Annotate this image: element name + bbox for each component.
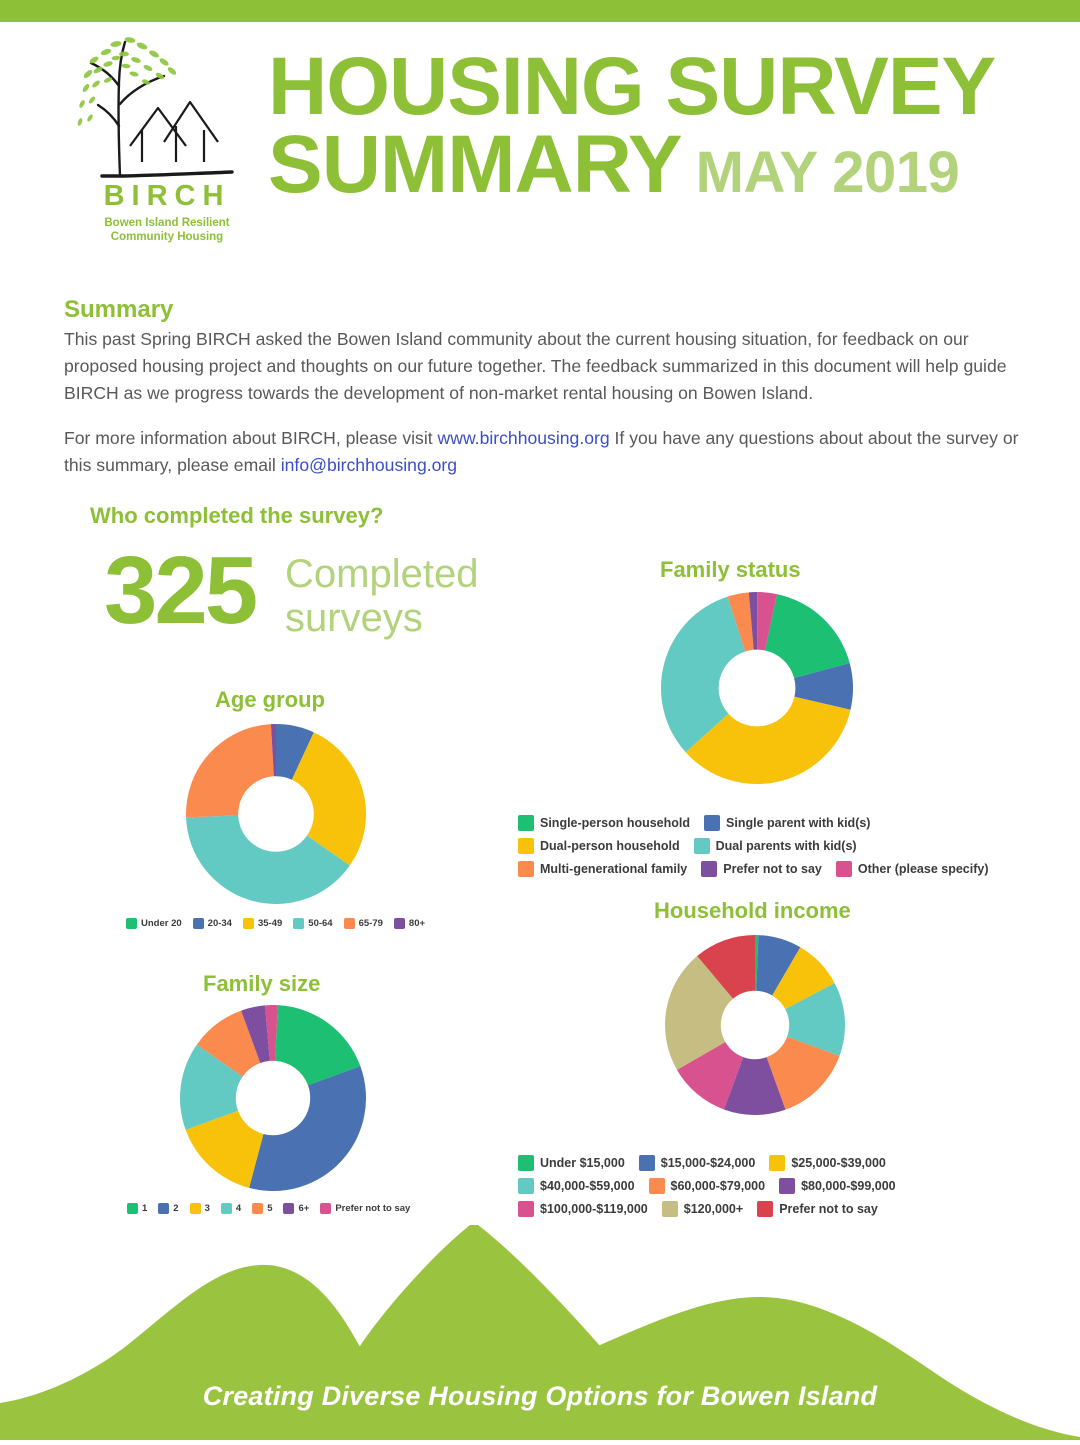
legend-label: 5 xyxy=(267,1203,273,1214)
page-number-badge: 1 xyxy=(996,1366,1048,1418)
survey-count-caption: Completed surveys xyxy=(285,552,479,640)
legend-label: Single parent with kid(s) xyxy=(726,816,871,830)
legend-family-size xyxy=(127,1203,457,1219)
legend-item xyxy=(394,918,425,929)
legend-swatch xyxy=(779,1178,795,1194)
legend-item xyxy=(757,1201,878,1217)
donut-chart-age-group xyxy=(186,724,366,904)
legend-item xyxy=(701,861,822,877)
donut-chart-family-status xyxy=(661,592,853,784)
legend-label: $80,000-$99,000 xyxy=(801,1179,896,1193)
legend-label: Prefer not to say xyxy=(335,1203,411,1214)
legend-swatch xyxy=(126,918,137,929)
legend-item xyxy=(518,1155,625,1171)
legend-swatch xyxy=(221,1203,232,1214)
summary-heading: Summary xyxy=(64,296,174,323)
title-summary-word: SUMMARY xyxy=(268,119,682,210)
legend-label: $120,000+ xyxy=(683,1202,744,1216)
legend-item xyxy=(518,1178,635,1194)
birch-website-link[interactable]: www.birchhousing.org xyxy=(437,428,610,448)
legend-label: $25,000-$39,000 xyxy=(791,1156,886,1170)
top-accent-bar xyxy=(0,0,1080,22)
legend-item xyxy=(221,1203,241,1214)
legend-item xyxy=(283,1203,309,1214)
legend-item xyxy=(252,1203,272,1214)
legend-label: $40,000-$59,000 xyxy=(540,1179,635,1193)
legend-item xyxy=(127,1203,147,1214)
legend-item xyxy=(518,1201,648,1217)
legend-label: Prefer not to say xyxy=(723,862,822,876)
legend-label: Under $15,000 xyxy=(540,1156,625,1170)
legend-item xyxy=(518,838,680,854)
logo-tagline xyxy=(72,216,262,244)
legend-swatch xyxy=(836,861,852,877)
legend-swatch xyxy=(662,1201,678,1217)
legend-swatch xyxy=(243,918,254,929)
legend-label: Other (please specify) xyxy=(857,862,989,876)
legend-item xyxy=(190,1203,210,1214)
pie-slice xyxy=(765,594,850,678)
legend-item xyxy=(769,1155,886,1171)
legend-swatch xyxy=(127,1203,138,1214)
legend-swatch xyxy=(704,815,720,831)
legend-swatch xyxy=(518,861,534,877)
chart-title-household-income: Household income xyxy=(654,898,851,923)
legend-household-income xyxy=(518,1155,1018,1224)
legend-label: 6+ xyxy=(298,1203,310,1214)
legend-label: 2 xyxy=(173,1203,179,1214)
legend-swatch xyxy=(694,838,710,854)
legend-swatch xyxy=(518,815,534,831)
legend-label: Prefer not to say xyxy=(779,1202,878,1216)
legend-item xyxy=(193,918,232,929)
title-line-2 xyxy=(268,119,1028,227)
legend-swatch xyxy=(518,1155,534,1171)
legend-label: 35-49 xyxy=(257,918,283,929)
pie-slice xyxy=(249,1066,366,1191)
summary-paragraph-1: This past Spring BIRCH asked the Bowen Island community about the current housing situation, for feedback on our proposed housing project and thoughts on our future together. The feedback summarized in this document will help guide BIRCH as we progress towards the development of non-market rental housing on Bowen Island. xyxy=(64,329,1007,403)
birch-email-link[interactable]: info@birchhousing.org xyxy=(280,455,458,475)
legend-item xyxy=(158,1203,178,1214)
legend-swatch xyxy=(518,1201,534,1217)
summary-p2-middle: If you have any questions about about the survey or this summary, please email xyxy=(64,428,1019,475)
summary-p2-before: For more information about BIRCH, please visit xyxy=(64,428,438,448)
legend-swatch xyxy=(283,1203,294,1214)
legend-item xyxy=(126,918,182,929)
page-title xyxy=(268,41,1028,227)
logo-wordmark: BIRCH xyxy=(103,180,231,212)
legend-item xyxy=(836,861,989,877)
legend-label: 1 xyxy=(142,1203,148,1214)
logo-tagline-line2: Community Housing xyxy=(110,231,224,243)
title-date: MAY 2019 xyxy=(695,140,960,205)
legend-label: Single-person household xyxy=(540,816,691,830)
chart-title-family-size: Family size xyxy=(203,971,321,996)
legend-item xyxy=(639,1155,756,1171)
legend-swatch xyxy=(394,918,405,929)
legend-swatch xyxy=(649,1178,665,1194)
legend-swatch xyxy=(769,1155,785,1171)
legend-label: $60,000-$79,000 xyxy=(670,1179,766,1193)
pie-slice xyxy=(186,724,274,817)
legend-item xyxy=(320,1203,410,1214)
birch-logo xyxy=(72,30,262,265)
legend-item xyxy=(243,918,282,929)
legend-swatch xyxy=(518,1178,534,1194)
legend-swatch xyxy=(701,861,717,877)
legend-item xyxy=(779,1178,896,1194)
summary-body xyxy=(64,326,1026,497)
legend-label: 4 xyxy=(235,1203,242,1214)
legend-label: 65-79 xyxy=(358,918,383,929)
legend-label: 20-34 xyxy=(207,918,232,929)
legend-swatch xyxy=(193,918,204,929)
legend-item xyxy=(518,861,687,877)
footer-tagline: Creating Diverse Housing Options for Bowen Island xyxy=(202,1381,878,1411)
legend-item xyxy=(518,815,690,831)
survey-count-number: 325 xyxy=(104,537,256,644)
legend-label: 3 xyxy=(204,1203,210,1214)
legend-item xyxy=(293,918,332,929)
birch-tree-icon xyxy=(72,30,262,180)
legend-swatch xyxy=(190,1203,201,1214)
legend-label: 50-64 xyxy=(308,918,333,929)
who-completed-heading: Who completed the survey? xyxy=(90,503,384,528)
legend-swatch xyxy=(639,1155,655,1171)
legend-item xyxy=(662,1201,743,1217)
legend-label: Under 20 xyxy=(141,918,182,929)
legend-item xyxy=(694,838,857,854)
legend-swatch xyxy=(320,1203,331,1214)
legend-label: 80+ xyxy=(408,918,426,929)
legend-swatch xyxy=(344,918,355,929)
logo-tagline-line1: Bowen Island Resilient xyxy=(104,217,230,229)
legend-family-status xyxy=(518,815,1018,884)
chart-title-age-group: Age group xyxy=(215,687,325,712)
legend-item xyxy=(344,918,383,929)
donut-chart-household-income xyxy=(665,935,845,1115)
legend-item xyxy=(704,815,870,831)
chart-title-family-status: Family status xyxy=(660,557,801,582)
legend-label: $100,000-$119,000 xyxy=(540,1202,648,1216)
legend-label: $15,000-$24,000 xyxy=(660,1156,756,1170)
legend-swatch xyxy=(293,918,304,929)
title-line-1: HOUSING SURVEY xyxy=(268,41,996,132)
legend-age-group xyxy=(126,918,456,934)
legend-label: Dual-person household xyxy=(540,839,680,853)
summary-paragraph-2 xyxy=(64,425,1026,479)
legend-swatch xyxy=(252,1203,263,1214)
legend-item xyxy=(649,1178,766,1194)
legend-swatch xyxy=(518,838,534,854)
legend-swatch xyxy=(757,1201,773,1217)
donut-chart-family-size xyxy=(180,1005,366,1191)
legend-swatch xyxy=(158,1203,169,1214)
legend-label: Multi-generational family xyxy=(540,862,688,876)
legend-label: Dual parents with kid(s) xyxy=(715,839,857,853)
